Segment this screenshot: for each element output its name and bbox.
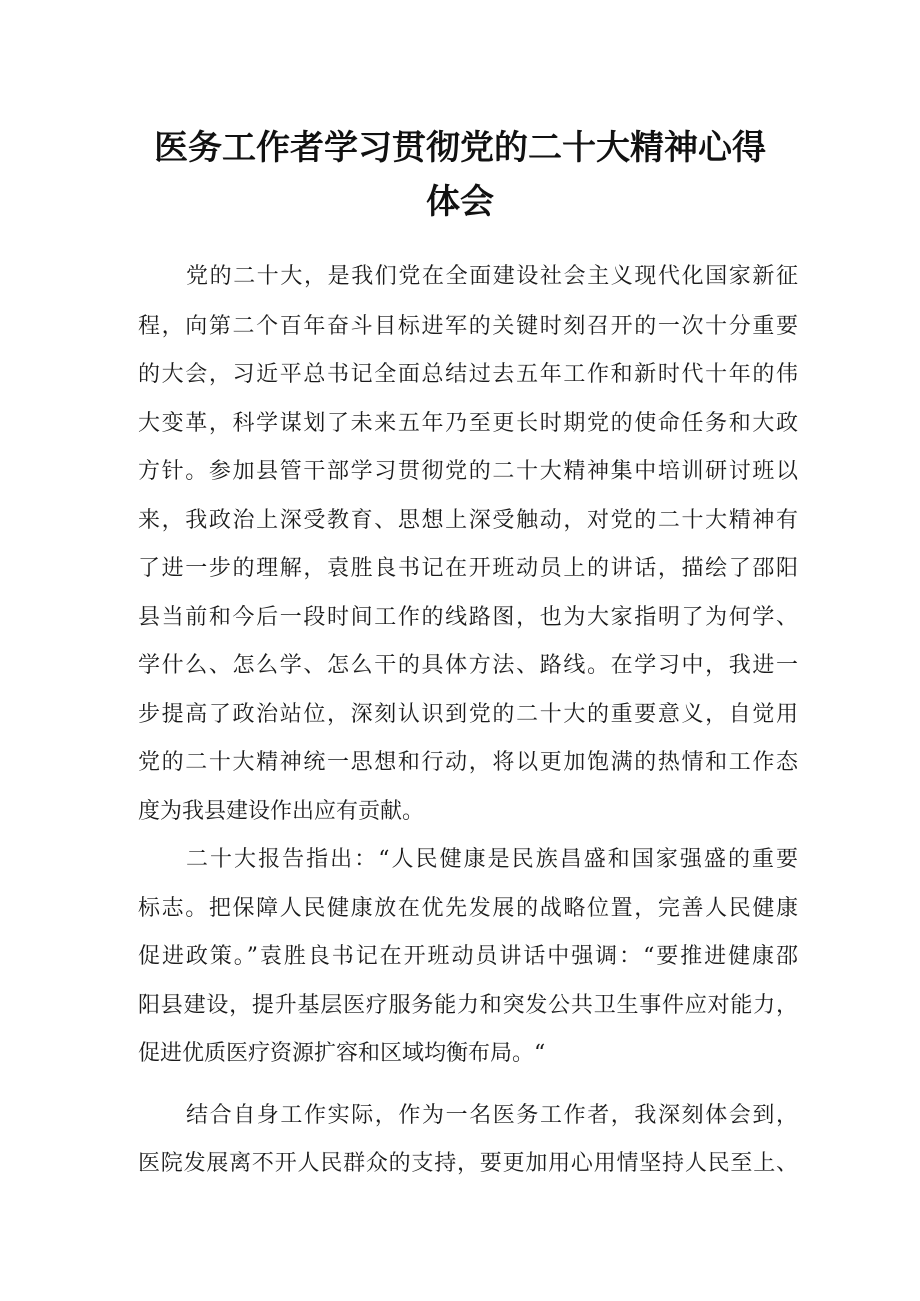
document-title-line-1: 医务工作者学习贯彻党的二十大精神心得 [154, 128, 766, 168]
paragraph-1-line-9: 学什么、怎么学、怎么干的具体方法、路线。在学习中，我进一 [138, 653, 798, 678]
paragraph-2-line-4: 阳县建设，提升基层医疗服务能力和突发公共卫生事件应对能力， [138, 993, 798, 1018]
document-title-line-2: 体会 [426, 182, 494, 222]
paragraph-2-line-1: 二十大报告指出：“人民健康是民族昌盛和国家强盛的重要 [186, 847, 798, 872]
paragraph-1-line-12: 度为我县建设作出应有贡献。 [138, 799, 425, 824]
paragraph-1-line-10: 步提高了政治站位，深刻认识到党的二十大的重要意义，自觉用 [138, 702, 798, 727]
paragraph-1-line-7: 了进一步的理解，袁胜良书记在开班动员上的讲话，描绘了邵阳 [138, 556, 798, 581]
paragraph-1-line-6: 来，我政治上深受教育、思想上深受触动，对党的二十大精神有 [138, 508, 798, 533]
paragraph-1-line-3: 的大会，习近平总书记全面总结过去五年工作和新时代十年的伟 [138, 362, 798, 387]
paragraph-1-line-11: 党的二十大精神统一思想和行动，将以更加饱满的热情和工作态 [138, 750, 798, 775]
paragraph-2-line-2: 标志。把保障人民健康放在优先发展的战略位置，完善人民健康 [138, 896, 798, 921]
paragraph-1-line-8: 县当前和今后一段时间工作的线路图，也为大家指明了为何学、 [138, 605, 798, 630]
paragraph-1-line-2: 程，向第二个百年奋斗目标进军的关键时刻召开的一次十分重要 [138, 314, 798, 339]
paragraph-2-line-3: 促进政策。”袁胜良书记在开班动员讲话中强调：“要推进健康邵 [138, 944, 798, 969]
paragraph-1-line-4: 大变革，科学谋划了未来五年乃至更长时期党的使命任务和大政 [138, 411, 798, 436]
paragraph-1-line-1: 党的二十大，是我们党在全面建设社会主义现代化国家新征 [186, 264, 798, 289]
paragraph-2-line-5: 促进优质医疗资源扩容和区域均衡布局。“ [138, 1041, 546, 1066]
paragraph-3-line-2: 医院发展离不开人民群众的支持，要更加用心用情坚持人民至上、 [138, 1151, 798, 1176]
paragraph-1-line-5: 方针。参加县管干部学习贯彻党的二十大精神集中培训研讨班以 [138, 459, 798, 484]
paragraph-3-line-1: 结合自身工作实际，作为一名医务工作者，我深刻体会到， [186, 1103, 798, 1128]
